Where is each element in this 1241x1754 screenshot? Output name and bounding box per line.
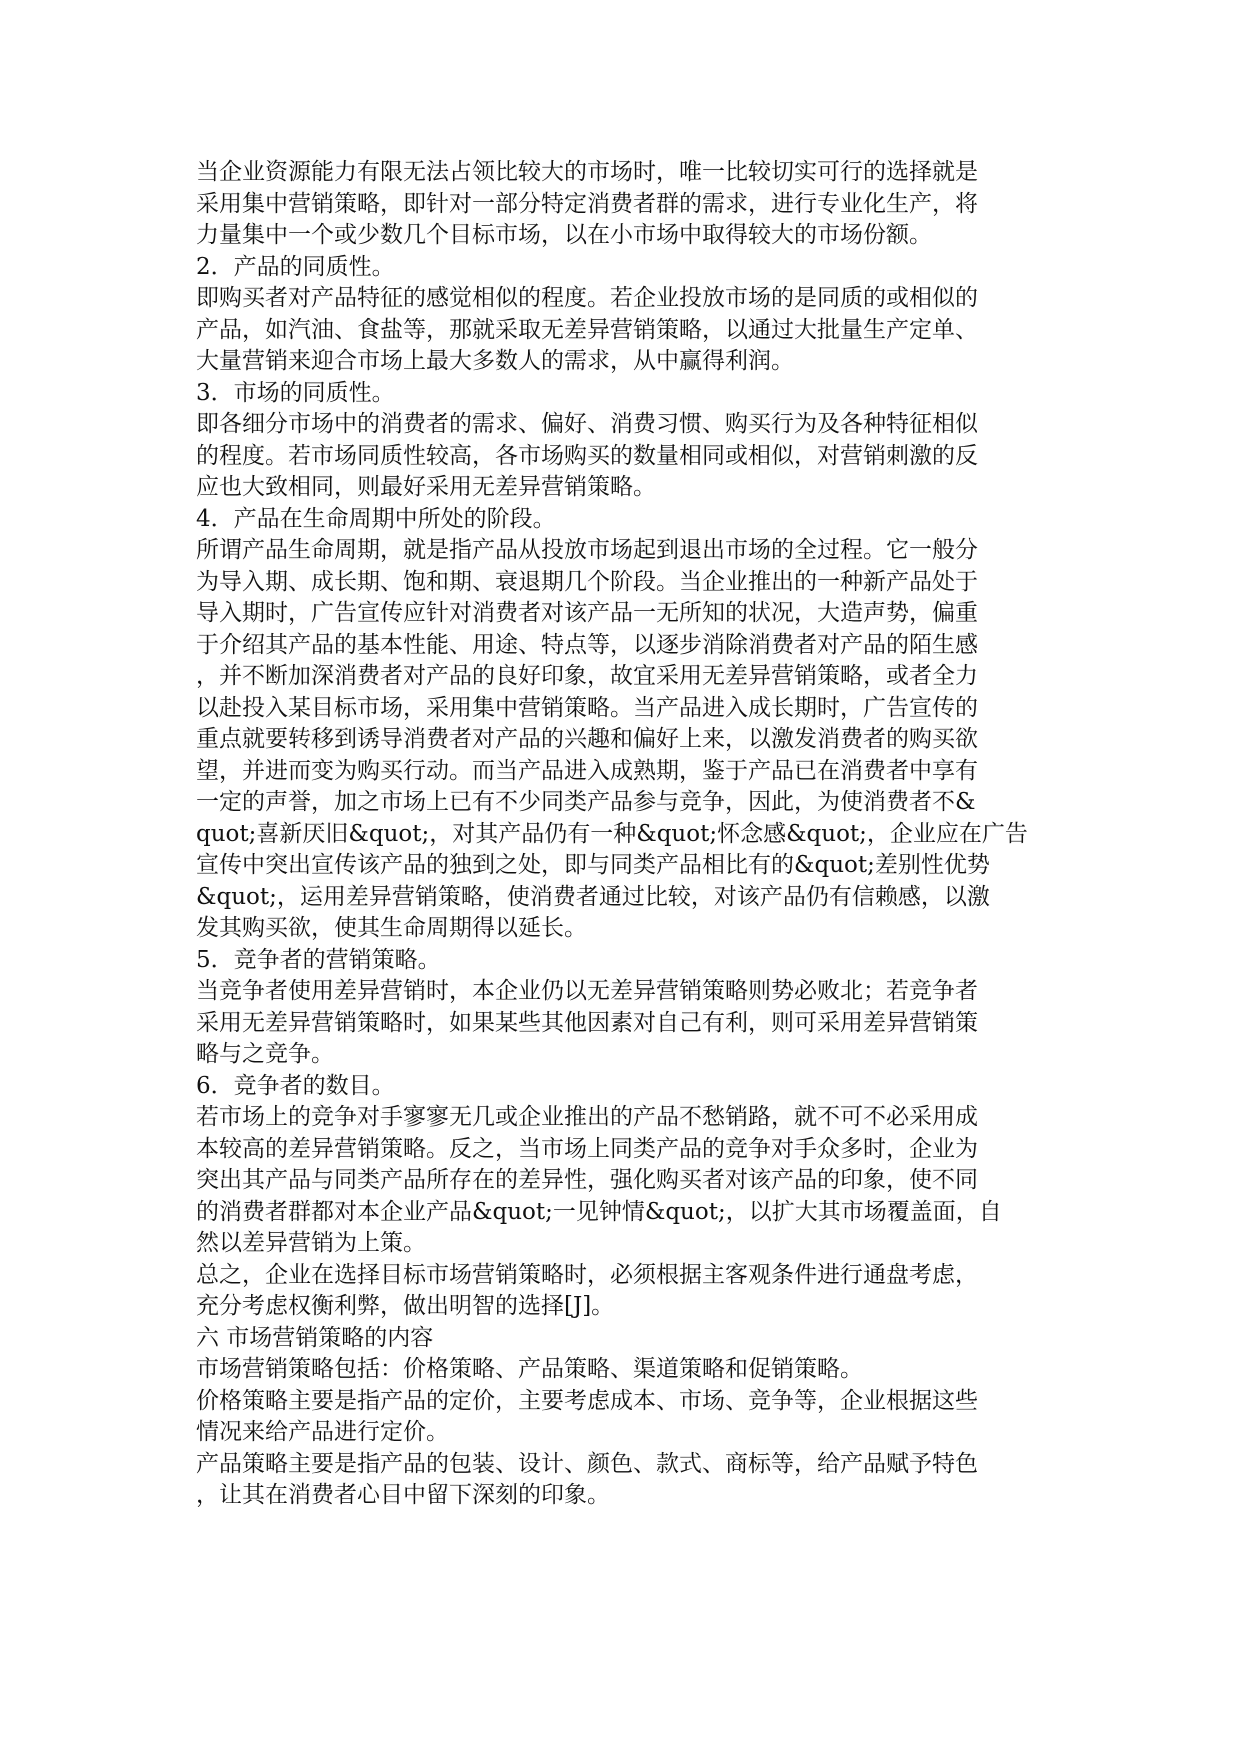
- text-line: 本较高的差异营销策略。反之，当市场上同类产品的竞争对手众多时，企业为: [196, 1135, 978, 1162]
- text-line: 望，并进而变为购买行动。而当产品进入成熟期，鉴于产品已在消费者中享有: [196, 757, 978, 784]
- text-line: 当企业资源能力有限无法占领比较大的市场时，唯一比较切实可行的选择就是: [196, 159, 978, 185]
- text-line: 市场营销策略包括：价格策略、产品策略、渠道策略和促销策略。: [196, 1356, 863, 1382]
- text-line: 所谓产品生命周期，就是指产品从投放市场起到退出市场的全过程。它一般分: [196, 537, 978, 563]
- text-line: 发其购买欲，使其生命周期得以延长。: [196, 915, 587, 941]
- text-line: 即各细分市场中的消费者的需求、偏好、消费习惯、购买行为及各种特征相似: [196, 411, 978, 437]
- text-line: 当竞争者使用差异营销时，本企业仍以无差异营销策略则势必败北；若竞争者: [196, 978, 978, 1004]
- text-line: 宣传中突出宣传该产品的独到之处，即与同类产品相比有的&quot;差别性优势: [196, 852, 990, 878]
- text-line: 重点就要转移到诱导消费者对产品的兴趣和偏好上来，以激发消费者的购买欲: [196, 726, 978, 752]
- text-line: 突出其产品与同类产品所存在的差异性，强化购买者对该产品的印象，使不同: [196, 1167, 978, 1193]
- text-line: 略与之竞争。: [196, 1041, 334, 1067]
- text-line: 的程度。若市场同质性较高，各市场购买的数量相同或相似，对营销刺激的反: [196, 442, 978, 469]
- text-line: 即购买者对产品特征的感觉相似的程度。若企业投放市场的是同质的或相似的: [196, 285, 978, 311]
- text-line: 为导入期、成长期、饱和期、衰退期几个阶段。当企业推出的一种新产品处于: [196, 568, 978, 595]
- section-heading: 2．产品的同质性。: [196, 253, 395, 280]
- section-heading: 3．市场的同质性。: [196, 379, 395, 406]
- text-line: 大量营销来迎合市场上最大多数人的需求，从中赢得利润。: [196, 348, 794, 374]
- text-line: 产品，如汽油、食盐等，那就采取无差异营销策略，以通过大批量生产定单、: [196, 316, 978, 343]
- section-heading: 6．竞争者的数目。: [196, 1072, 395, 1099]
- text-line: 然以差异营销为上策。: [196, 1230, 426, 1256]
- text-line: 一定的声誉，加之市场上已有不少同类产品参与竞争，因此，为使消费者不&: [196, 789, 976, 815]
- section-heading: 5．竞争者的营销策略。: [196, 946, 441, 973]
- text-line: 采用无差异营销策略时，如果某些其他因素对自己有利，则可采用差异营销策: [196, 1009, 978, 1036]
- text-line: 总之，企业在选择目标市场营销策略时，必须根据主客观条件进行通盘考虑，: [196, 1261, 978, 1288]
- text-line: 产品策略主要是指产品的包装、设计、颜色、款式、商标等，给产品赋予特色: [196, 1450, 978, 1477]
- text-line: ，让其在消费者心目中留下深刻的印象。: [196, 1482, 610, 1508]
- text-line: 若市场上的竞争对手寥寥无几或企业推出的产品不愁销路，就不可不必采用成: [196, 1104, 978, 1130]
- section-heading: 4．产品在生命周期中所处的阶段。: [196, 505, 556, 532]
- document-body: [196, 157, 1051, 1512]
- text-line: 采用集中营销策略，即针对一部分特定消费者群的需求，进行专业化生产，将: [196, 190, 978, 217]
- text-line: quot;喜新厌旧&quot;，对其产品仍有一种&quot;怀念感&quot;，企业应在广告: [196, 820, 1028, 847]
- text-line: &quot;，运用差异营销策略，使消费者通过比较，对该产品仍有信赖感，以激: [196, 883, 990, 910]
- text-line: 充分考虑权衡利弊，做出明智的选择[J]。: [196, 1293, 615, 1319]
- text-line: ，并不断加深消费者对产品的良好印象，故宜采用无差异营销策略，或者全力: [196, 663, 978, 689]
- text-line: 应也大致相同，则最好采用无差异营销策略。: [196, 474, 656, 500]
- text-line: 价格策略主要是指产品的定价，主要考虑成本、市场、竞争等，企业根据这些: [196, 1387, 978, 1414]
- section-heading: 六 市场营销策略的内容: [196, 1324, 434, 1351]
- text-line: 力量集中一个或少数几个目标市场，以在小市场中取得较大的市场份额。: [196, 222, 932, 248]
- text-line: 情况来给产品进行定价。: [196, 1419, 449, 1445]
- text-line: 的消费者群都对本企业产品&quot;一见钟情&quot;，以扩大其市场覆盖面，自: [196, 1198, 1002, 1225]
- text-line: 于介绍其产品的基本性能、用途、特点等，以逐步消除消费者对产品的陌生感: [196, 631, 978, 658]
- text-line: 导入期时，广告宣传应针对消费者对该产品一无所知的状况，大造声势，偏重: [196, 600, 978, 626]
- text-line: 以赴投入某目标市场，采用集中营销策略。当产品进入成长期时，广告宣传的: [196, 694, 978, 721]
